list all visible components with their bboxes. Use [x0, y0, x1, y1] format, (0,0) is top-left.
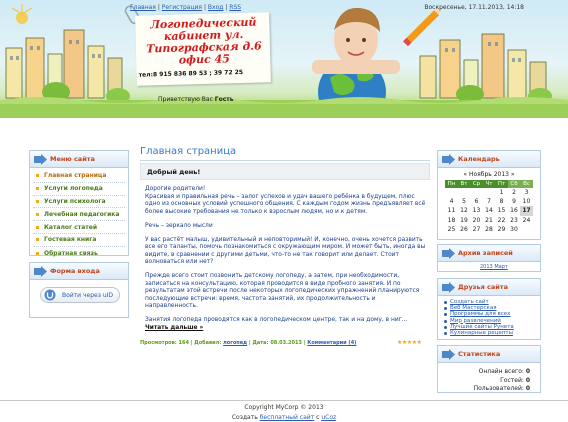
calendar-day[interactable]: 10 [522, 198, 531, 206]
calendar-month-nav[interactable]: « Ноябрь 2013 » [463, 171, 515, 178]
calendar-day[interactable]: 7 [487, 198, 491, 206]
title-divider [140, 160, 430, 161]
menu-item-label: Главная страница [44, 172, 107, 180]
friends-list [438, 296, 540, 336]
author-label: Добавил: [194, 340, 222, 346]
menu-item-label: Гостевая книга [44, 236, 97, 244]
calendar-empty-cell [520, 225, 533, 234]
stat-value: 0 [525, 368, 530, 375]
bullet-icon [36, 252, 39, 255]
archive-box [437, 244, 541, 272]
calendar-day[interactable]: 18 [447, 216, 456, 224]
arrow-right-icon [34, 154, 47, 165]
calendar-day[interactable]: 12 [460, 207, 468, 215]
calendar-day[interactable]: 25 [447, 225, 456, 233]
created-prefix: Создать [231, 414, 258, 421]
menu-item-label: Каталог статей [44, 223, 98, 231]
calendar-title: Календарь [458, 155, 500, 163]
friends-title: Друзья сайта [458, 283, 508, 291]
free-site-link[interactable]: бесплатный сайт [259, 414, 315, 421]
stat-label: Гостей: [500, 376, 524, 384]
site-menu-header [30, 151, 128, 168]
created-with [0, 414, 568, 421]
nav-separator: | [157, 4, 160, 11]
weekday-header: Чт [483, 180, 496, 188]
calendar-day[interactable]: 19 [460, 216, 468, 224]
bullet-icon [36, 174, 39, 177]
calendar-empty-cell [445, 188, 458, 197]
calendar-day[interactable]: 6 [474, 198, 479, 206]
calendar-day[interactable]: 2 [512, 189, 516, 197]
nav-link-rss[interactable]: RSS [229, 4, 242, 11]
views-count: 164 [178, 340, 189, 346]
arrow-right-icon [442, 248, 455, 259]
date-label: Дата: [252, 340, 269, 346]
calendar-day[interactable]: 28 [485, 225, 493, 233]
calendar-day[interactable]: 17 [520, 206, 533, 215]
friend-link[interactable]: Лучшие сайты Рунета [450, 323, 514, 330]
post-body [145, 186, 427, 339]
post-paragraph: Речь – зеркало мысли [145, 222, 213, 229]
calendar-week [445, 206, 533, 215]
menu-item-label: Обратная связь [44, 249, 98, 257]
comments-link[interactable]: Комментарии (4) [307, 340, 357, 346]
site-title[interactable]: Логопедический кабинет ул. Типографская д.6 офис 45 [146, 15, 262, 67]
arrow-right-icon [34, 266, 47, 277]
nav-link-login[interactable]: Вход [207, 4, 224, 11]
menu-item-label: Лечебная педагогика [44, 210, 120, 218]
calendar-grid [445, 180, 533, 234]
phone-number: тел:8 915 836 89 53 ; 39 72 25 [138, 68, 244, 79]
post-date: 08.03.2013 [270, 340, 302, 346]
login-box [29, 262, 129, 318]
author-link[interactable]: логопед [223, 340, 248, 346]
menu-item-psychologist[interactable] [33, 196, 125, 209]
weekday-header: Вс [520, 180, 533, 188]
bullet-icon [36, 187, 39, 190]
friend-link[interactable]: Мир развлечений [450, 317, 501, 324]
copyright: Copyright MyCorp © 2013 [244, 404, 324, 411]
friends-header [438, 279, 540, 296]
arrow-right-icon [442, 349, 455, 360]
calendar-day[interactable]: 4 [449, 198, 454, 206]
post-meta: Просмотров: 164 | Добавил: логопед | Дата: 08.03.2013 | Комментарии (4) [140, 340, 357, 346]
menu-item-label: Услуги логопеда [44, 185, 103, 193]
post-paragraph-last [145, 317, 427, 332]
menu-item-articles[interactable] [33, 221, 125, 234]
archive-link-march-2013[interactable]: 2013 Март [480, 264, 508, 270]
post-paragraph-text: Занятия логопеда проводятся как в логопедическом центре, так и на дому, в ниг... [145, 317, 408, 323]
greeting [158, 96, 234, 103]
menu-item-feedback[interactable] [33, 247, 125, 260]
footer-divider [0, 400, 568, 401]
ucoz-link[interactable]: uCoz [321, 414, 337, 421]
calendar-empty-cell [458, 188, 471, 197]
site-menu-list [30, 168, 128, 260]
menu-item-speech-therapist[interactable] [33, 183, 125, 196]
created-mid: с [316, 414, 320, 421]
calendar-day[interactable]: 21 [485, 216, 493, 224]
site-menu-box [29, 150, 129, 256]
weekday-header: Пн [445, 180, 458, 188]
post-paragraph: Дорогие родители! Красивая и правильная речь – залог успехов и удач вашего ребёнка в будущем, плюс одно из основных условий успешного общения. С каждым годом жизнь предъявляет всё более высокие требования не только к взрослым людям, но и к детям. [145, 186, 426, 215]
stat-users [474, 385, 530, 394]
date-time: Воскресенье, 17.11.2013, 14:18 [424, 4, 524, 11]
stat-value: 0 [525, 376, 530, 384]
post-title: Добрый день! [140, 163, 430, 180]
weekday-header: Ср [470, 180, 483, 188]
post-paragraph: Прежде всего стоит позвонить детскому логопеду, а затем, при необходимости, записаться на консультацию, которая проводится в виде пробного занятия. И по результатам этой встречи после некоторых логопедических упражнений планируются последующие встречи: время, частота занятий, их продолжительность и направленность. [145, 273, 420, 309]
stat-label: Онлайн всего: [478, 368, 524, 375]
menu-item-home[interactable] [33, 170, 125, 183]
greeting-prefix: Приветствую Вас [158, 96, 213, 103]
calendar-day[interactable]: 22 [497, 216, 506, 224]
friend-link[interactable]: Веб Мастерская [450, 305, 497, 312]
read-more-link[interactable]: Читать дальше » [145, 324, 204, 331]
site-menu-title: Меню сайта [50, 155, 95, 163]
calendar-day[interactable]: 29 [497, 225, 506, 233]
calendar-week [445, 197, 533, 206]
bullet-icon [36, 200, 39, 203]
views-label: Просмотров: [140, 340, 177, 346]
stat-label: Пользователей: [473, 385, 524, 392]
arrow-right-icon [442, 282, 455, 293]
calendar-day[interactable]: 30 [510, 225, 518, 233]
calendar-week [445, 188, 533, 197]
stats-header [438, 346, 540, 363]
stats-box [437, 345, 541, 393]
login-title: Форма входа [50, 267, 100, 275]
stat-guests [474, 377, 530, 386]
friend-link[interactable]: Создать сайт [450, 299, 489, 305]
nav-link-register[interactable]: Регистрация [161, 4, 203, 11]
calendar-day[interactable]: 13 [472, 207, 481, 215]
calendar-day[interactable]: 3 [524, 189, 529, 197]
calendar-day[interactable]: 5 [462, 198, 466, 206]
calendar-empty-cell [483, 188, 496, 197]
weekday-header: Пт [495, 180, 508, 188]
calendar-day[interactable]: 16 [510, 207, 518, 215]
greeting-user: Гость [214, 96, 234, 103]
page-title: Главная страница [140, 146, 237, 157]
login-header [30, 263, 128, 280]
archive-header [438, 245, 540, 262]
friend-item [444, 330, 540, 336]
ucoz-login-label: Войти через uID [62, 291, 114, 299]
bullet-icon [36, 213, 39, 216]
calendar-day[interactable]: 15 [497, 207, 506, 215]
ucoz-uid-icon [44, 289, 56, 301]
friend-link[interactable]: Кулинарные рецепты [450, 330, 513, 337]
rating-stars[interactable]: ★★★★★ [397, 339, 422, 346]
calendar-days [445, 188, 533, 234]
nav-link-home[interactable]: Главная [130, 4, 156, 11]
calendar-empty-cell [470, 188, 483, 197]
stat-value: 0 [525, 385, 530, 392]
friend-link[interactable]: Программы для всех [450, 311, 511, 318]
calendar-day[interactable]: 9 [512, 198, 516, 206]
nav-separator: | [203, 4, 206, 11]
calendar-day[interactable]: 8 [499, 198, 504, 206]
menu-item-guestbook[interactable] [33, 234, 125, 247]
calendar-day[interactable]: 14 [485, 207, 493, 215]
arrow-right-icon [442, 154, 455, 165]
friends-box [437, 278, 541, 340]
calendar-day[interactable]: 11 [447, 207, 456, 215]
post-paragraph: У вас растёт малыш, удивительный и неповторимый! И, конечно, очень хочется развить все его таланты, помочь познакомиться с окружающим миром. И может быть, иногда вы видите, в сравнении с другими детьми, что-то не так говорит или делает. Стоит волноваться или нет? [145, 236, 426, 265]
weekday-header: Сб [508, 180, 521, 188]
calendar-week [445, 225, 533, 234]
calendar-day[interactable]: 26 [460, 225, 468, 233]
calendar-day[interactable]: 27 [472, 225, 481, 233]
calendar-day[interactable]: 20 [472, 216, 481, 224]
top-navigation [130, 4, 241, 11]
nav-separator: | [225, 4, 228, 11]
ucoz-login-button[interactable] [40, 287, 120, 303]
bullet-icon [36, 238, 39, 241]
calendar-box [437, 150, 541, 240]
header-illustration [0, 0, 568, 118]
menu-item-therapeutic-pedagogy[interactable] [33, 208, 125, 221]
calendar-day[interactable]: 1 [499, 189, 504, 197]
title-note-paper [135, 12, 271, 85]
stats-values [474, 368, 530, 394]
calendar-day[interactable]: 23 [510, 216, 518, 224]
stat-online [474, 368, 530, 377]
archive-title: Архив записей [458, 249, 513, 257]
calendar-header [438, 151, 540, 168]
stats-title: Статистика [458, 350, 501, 358]
calendar-week [445, 216, 533, 225]
menu-item-label: Услуги психолога [44, 197, 106, 205]
weekday-header: Вт [458, 180, 471, 188]
calendar-day[interactable]: 24 [522, 216, 531, 224]
bullet-icon [36, 226, 39, 229]
site-header [0, 0, 568, 118]
